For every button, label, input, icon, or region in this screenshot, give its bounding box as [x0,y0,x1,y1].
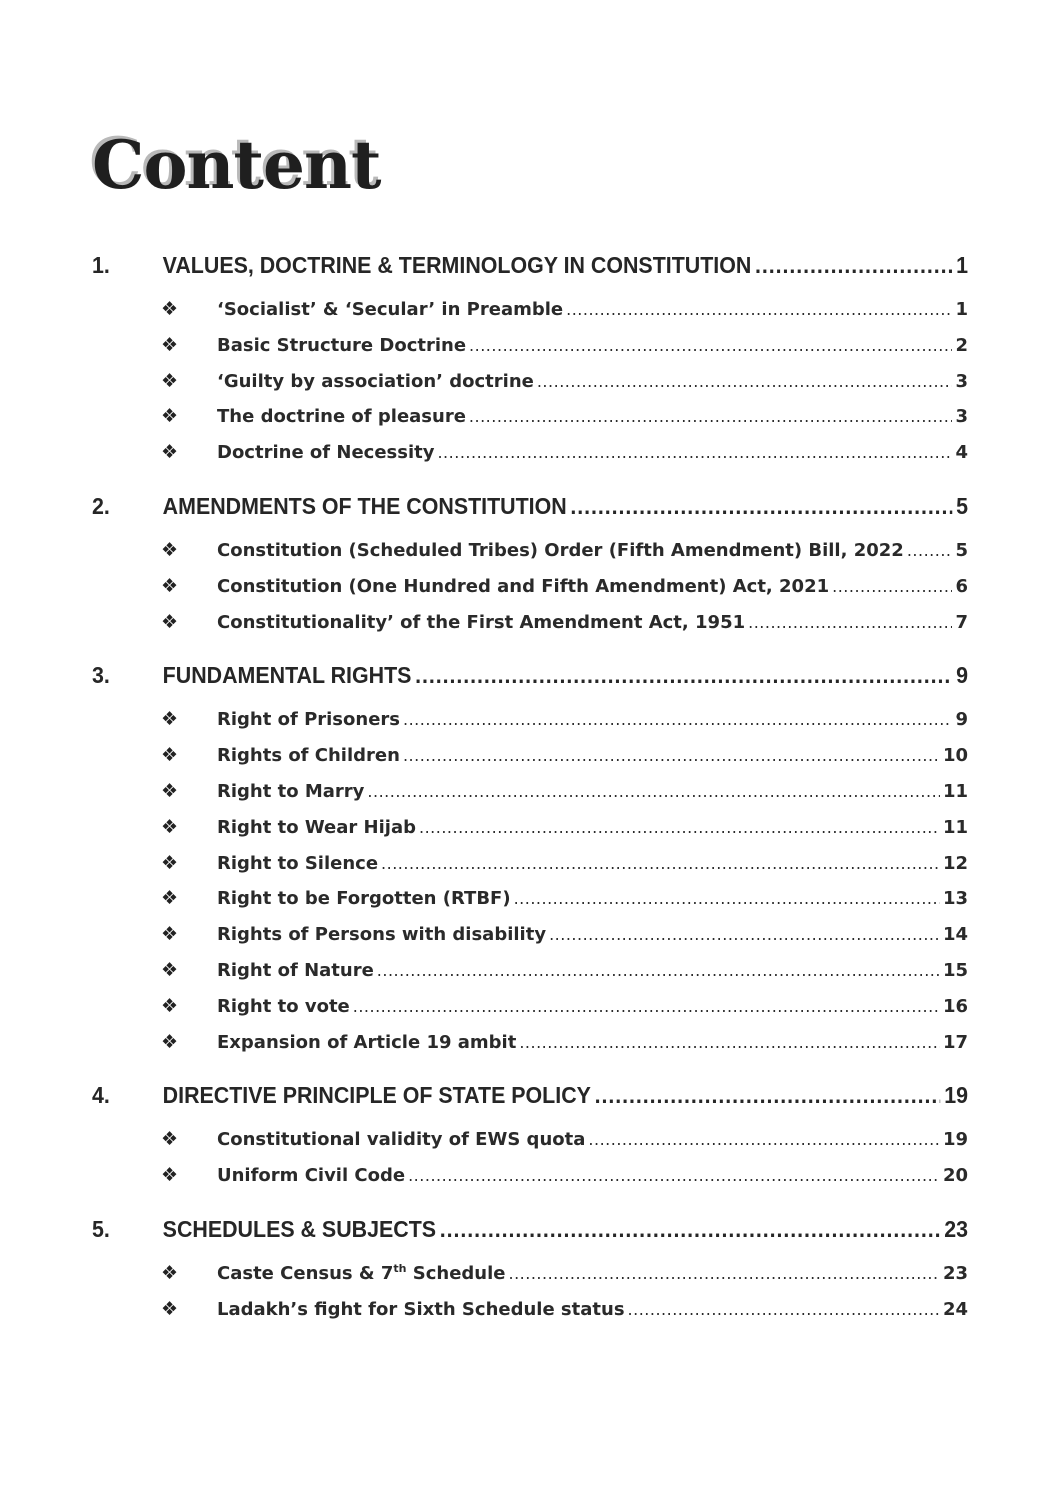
dot-leader [748,605,952,641]
topic-item[interactable] [92,1122,968,1158]
chapter-number: 2. [92,492,110,519]
topic-item[interactable] [92,774,968,810]
diamond-bullet-icon: ❖ [161,1164,179,1187]
diamond-bullet-icon: ❖ [161,298,179,320]
dot-leader [403,738,940,774]
diamond-bullet-icon: ❖ [161,887,179,910]
diamond-bullet-icon: ❖ [161,958,179,981]
topic-label: Rights of Children [217,745,400,767]
topic-item[interactable] [92,953,968,989]
diamond-bullet-icon: ❖ [161,708,179,731]
topic-label: Right to Marry [217,780,365,802]
topic-list [92,292,968,471]
dot-leader [437,435,952,471]
topic-list [92,533,968,640]
chapter-number: 3. [92,662,110,689]
topic-label: The doctrine of pleasure [217,406,466,428]
topic-label: Right to Silence [217,852,379,874]
chapter-title: VALUES, DOCTRINE & TERMINOLOGY IN CONSTITUTION [162,252,752,278]
diamond-bullet-icon: ❖ [161,1128,179,1151]
topic-label: Constitution (Scheduled Tribes) Order (Fifth Amendment) Bill, 2022 [217,539,904,561]
topic-item[interactable] [92,533,968,569]
diamond-bullet-icon: ❖ [161,744,179,767]
topic-label: ‘Guilty by association’ doctrine [217,370,534,392]
topic-page-number: 5 [955,539,968,561]
dot-leader [403,702,952,738]
dot-leader [628,1292,940,1328]
topic-item[interactable] [92,917,968,953]
chapter-title: FUNDAMENTAL RIGHTS [162,662,412,689]
topic-page-number: 6 [955,575,968,597]
ordinal-suffix: th [393,1261,407,1275]
dot-leader [469,399,953,435]
dot-leader [832,569,952,605]
topic-item[interactable] [92,435,968,471]
topic-label: Right of Prisoners [217,709,400,731]
chapter-heading[interactable] [92,1216,968,1246]
dot-leader [566,292,952,328]
dot-leader [408,1158,940,1194]
topic-label: Basic Structure Doctrine [217,334,467,356]
topic-item[interactable] [92,1158,968,1194]
topic-label: Right to vote [217,995,350,1017]
dot-leader [419,810,940,846]
dot-leader [755,252,952,279]
topic-page-number: 12 [942,852,968,874]
topic-page-number: 9 [955,709,968,731]
diamond-bullet-icon: ❖ [161,779,179,802]
topic-item[interactable] [92,989,968,1025]
dot-leader [519,1025,940,1061]
topic-item[interactable] [92,1025,968,1061]
topic-page-number: 4 [955,442,968,464]
diamond-bullet-icon: ❖ [161,994,179,1017]
topic-page-number: 3 [955,370,968,392]
topic-page-number: 23 [942,1262,968,1284]
diamond-bullet-icon: ❖ [161,1261,179,1284]
chapter-page-number: 19 [944,1082,969,1109]
topic-item[interactable] [92,328,968,364]
topic-list [92,702,968,1060]
dot-leader [549,917,940,953]
topic-label [217,1256,505,1292]
topic-page-number: 24 [942,1298,968,1320]
table-of-contents [92,252,968,1328]
dot-leader [367,774,940,810]
diamond-bullet-icon: ❖ [161,369,179,392]
topic-label: Right of Nature [217,959,374,981]
dot-leader [595,1082,941,1109]
diamond-bullet-icon: ❖ [161,574,179,597]
topic-page-number: 16 [942,995,968,1017]
topic-page-number: 17 [942,1031,968,1053]
topic-label: Constitution (One Hundred and Fifth Amendment) Act, 2021 [217,575,830,597]
topic-item[interactable] [92,1256,968,1292]
page-title: Content [92,126,381,204]
diamond-bullet-icon: ❖ [161,1297,179,1320]
dot-leader [907,533,953,569]
dot-leader [508,1256,939,1292]
dot-leader [415,662,952,689]
topic-label: Right to be Forgotten (RTBF) [217,888,511,910]
chapter-heading[interactable] [92,1082,968,1112]
dot-leader [570,493,952,520]
chapter-page-number: 1 [956,252,969,278]
dot-leader [514,881,940,917]
diamond-bullet-icon: ❖ [161,538,179,561]
diamond-bullet-icon: ❖ [161,610,179,633]
diamond-bullet-icon: ❖ [161,441,179,464]
topic-label: Rights of Persons with disability [217,924,547,946]
chapter-heading[interactable] [92,493,968,523]
topic-label-text: Caste Census & 7 [217,1262,394,1284]
topic-page-number: 20 [942,1165,968,1187]
chapter-number: 5. [92,1215,110,1242]
diamond-bullet-icon: ❖ [161,1030,179,1053]
topic-page-number: 14 [942,924,968,946]
chapter-page-number: 5 [956,492,969,519]
topic-item[interactable] [92,399,968,435]
chapter-title: SCHEDULES & SUBJECTS [162,1215,437,1242]
topic-item[interactable] [92,881,968,917]
topic-label: Constitutionality’ of the First Amendment Act, 1951 [217,611,746,633]
topic-label: ‘Socialist’ & ‘Secular’ in Preamble [217,299,564,320]
topic-label: Doctrine of Necessity [217,442,435,464]
dot-leader [353,989,940,1025]
dot-leader [588,1122,940,1158]
topic-item[interactable] [92,605,968,641]
chapter-heading[interactable] [92,252,968,282]
chapter-title: AMENDMENTS OF THE CONSTITUTION [162,492,567,519]
topic-item[interactable] [92,292,968,328]
diamond-bullet-icon: ❖ [161,815,179,838]
topic-label: Uniform Civil Code [217,1165,406,1187]
diamond-bullet-icon: ❖ [161,405,179,428]
topic-page-number: 15 [942,959,968,981]
dot-leader [440,1216,941,1243]
topic-item[interactable] [92,702,968,738]
topic-page-number: 13 [942,888,968,910]
chapter-number: 4. [92,1082,110,1109]
diamond-bullet-icon: ❖ [161,923,179,946]
topic-page-number: 19 [942,1129,968,1151]
chapter-heading[interactable] [92,662,968,692]
topic-page-number: 2 [955,334,968,356]
topic-list [92,1256,968,1328]
topic-label: Ladakh’s fight for Sixth Schedule status [217,1298,625,1320]
topic-item[interactable] [92,364,968,400]
topic-item[interactable] [92,810,968,846]
dot-leader [469,328,952,364]
topic-item[interactable] [92,569,968,605]
topic-label: Constitutional validity of EWS quota [217,1129,586,1151]
topic-item[interactable] [92,1292,968,1328]
topic-label: Expansion of Article 19 ambit [217,1031,517,1053]
topic-page-number: 11 [942,816,968,838]
topic-list [92,1122,968,1194]
diamond-bullet-icon: ❖ [161,851,179,874]
dot-leader [537,364,953,400]
topic-page-number: 10 [942,745,968,767]
dot-leader [377,953,940,989]
topic-page-number: 3 [955,406,968,428]
chapter-number: 1. [92,252,110,278]
topic-item[interactable] [92,846,968,882]
dot-leader [381,846,940,882]
topic-label: Right to Wear Hijab [217,816,416,838]
topic-page-number: 7 [955,611,968,633]
chapter-title: DIRECTIVE PRINCIPLE OF STATE POLICY [162,1082,591,1109]
topic-page-number: 1 [955,299,968,320]
chapter-page-number: 9 [956,662,969,689]
chapter-page-number: 23 [944,1215,969,1242]
diamond-bullet-icon: ❖ [161,333,179,356]
topic-label-text-after: Schedule [406,1262,506,1284]
topic-item[interactable] [92,738,968,774]
topic-page-number: 11 [942,780,968,802]
